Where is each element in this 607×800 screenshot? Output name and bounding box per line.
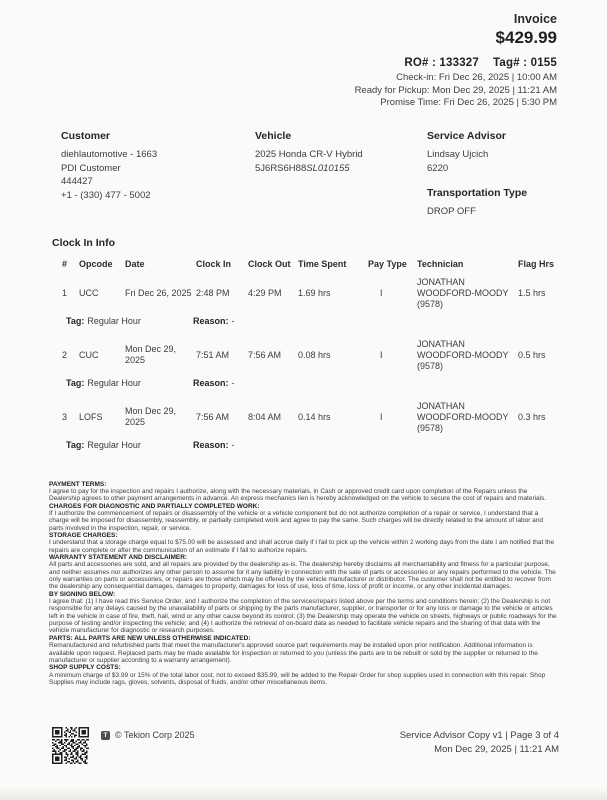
footer-left [52,727,195,764]
service-advisor-section [427,130,567,219]
terms-and-conditions [49,481,559,687]
row-time-spent: 0.08 hrs [298,349,331,360]
printed-timestamp: Mon Dec 29, 2025 | 11:21 AM [434,743,559,755]
terms-heading: SHOP SUPPLY COSTS: [49,664,121,672]
customer-phone: +1 - (330) 477 - 5002 [61,189,151,201]
row-clock-out: 8:04 AM [248,411,282,422]
col-header-pay-type: Pay Type [368,258,407,269]
row-reason: Reason: - [193,315,235,326]
page-footer [52,727,559,764]
vehicle-section [255,130,427,219]
row-time-spent: 0.14 hrs [298,411,331,422]
col-header-num: # [62,258,68,269]
row-date: Mon Dec 29, 2025 [125,406,177,428]
clock-in-info-title: Clock In Info [52,236,115,249]
ro-number: RO# : 133327 [404,57,479,69]
terms-body: All parts and accessories are sold, and all repairs are provided by the dealership as-is. The dealership hereby disclaims all merchantability and fitness for a particular purpose, and neither assumes nor authorizes any other person to assume for it any liability in connection with the sale of parts or accessories or any repairs performed to the vehicle. The only warranties on parts or accessories, or repairs are those which may be offered by the vehicle manufacturer or distributor. The customer shall not be entitled to recover from the dealership any consequential damages, damages to property, damages for loss of use, loss of time, loss of profit or income, or any other incidental damages. [49,561,556,591]
service-advisor-id: 6220 [427,162,449,174]
vehicle-model: 2025 Honda CR-V Hybrid [255,149,363,161]
customer-section [61,130,255,219]
row-technician: JONATHAN WOODFORD-MOODY (9578) [417,338,509,371]
customer-name: diehlautomotive - 1663 [61,149,158,161]
terms-heading: PARTS: ALL PARTS ARE NEW UNLESS OTHERWISE INDICATED: [49,634,251,642]
terms-heading: CHARGES FOR DIAGNOSTIC AND PARTIALLY COMPLETED WORK: [49,502,260,510]
tag-number: Tag# : 0155 [493,57,557,69]
terms-body: Remanufactured and refurbished parts that meet the manufacturer's approved source part requirements may be installed upon prior notification. Additional information is available upon request. Replaced parts may be made available for inspection or returned to you (unless the parts are to be rebuilt or sold by the supplier or returned to the manufacturer or supplier according to a warranty arrangement). [49,642,538,664]
ready-for-pickup-time: Ready for Pickup: Mon Dec 29, 2025 | 11:21 AM [354,84,557,96]
row-clock-out: 7:56 AM [248,349,282,360]
row-tag-reason [66,316,564,326]
terms-heading: STORAGE CHARGES: [49,532,118,540]
row-opcode: UCC [79,287,99,298]
invoice-total: $429.99 [495,28,557,47]
row-tag: Tag: Regular Hour [66,377,141,388]
terms-body: If I authorize the commencement of repairs or disassembly of the vehicle or a vehicle component but do not authorize completion of a repair or service, I understand that a charge will be imposed for disassembly, reassembly, or partially completed work and agree to pay the same. Such charges will be directly related to the amount of labor and parts involved in the inspection, repair, or service. [49,509,544,532]
invoice-header [0,12,607,110]
customer-number: 444427 [61,176,93,188]
terms-body: A minimum charge of $3.99 or 15% of the total labor cost, not to exceed $35.99, will be added to the Repair Order for shop supplies used in connection with this repair. Shop Supplies may include rags, gloves, solvents, disposal of fluids, and/or other miscellaneous items. [49,671,546,686]
row-num: 1 [62,287,68,298]
row-time-spent: 1.69 hrs [298,287,331,298]
invoice-meta [0,72,557,110]
col-header-time-spent: Time Spent [298,258,347,269]
row-reason: Reason: - [193,439,235,450]
row-flag-hrs: 1.5 hrs [518,287,546,298]
vin-prefix: 5J6RS6H88 [255,162,307,174]
col-header-flag-hrs: Flag Hrs [518,258,555,269]
terms-heading: PAYMENT TERMS: [49,480,107,488]
document-type-label: Invoice [513,12,557,26]
customer-type: PDI Customer [61,162,121,174]
row-technician: JONATHAN WOODFORD-MOODY (9578) [417,276,509,309]
parties-section [61,130,567,219]
row-clock-in: 2:48 PM [196,287,230,298]
row-clock-in: 7:56 AM [196,411,230,422]
row-tag-reason [66,378,564,388]
copyright-line [101,730,195,740]
row-tag: Tag: Regular Hour [66,439,141,450]
row-pay-type: I [380,287,383,298]
row-num: 3 [62,411,68,422]
clock-in-table [62,259,564,463]
row-opcode: CUC [79,349,99,360]
service-advisor-title: Service Advisor [427,130,506,143]
row-reason: Reason: - [193,377,235,388]
copyright-text: © Tekion Corp 2025 [115,730,195,740]
row-pay-type: I [380,411,383,422]
terms-body: I understand that a storage charge equal to $75.00 will be assessed and shall accrue daily if I fail to pick up the vehicle within 2 working days from the date I am notified that the repairs are complete or after the communication of an estimate if I fail to authorize repairs. [49,539,555,554]
col-header-clock-out: Clock Out [248,258,291,269]
row-flag-hrs: 0.3 hrs [518,411,546,422]
row-clock-out: 4:29 PM [248,287,282,298]
row-technician: JONATHAN WOODFORD-MOODY (9578) [417,400,509,433]
row-tag-reason [66,440,564,450]
promise-time: Promise Time: Fri Dec 26, 2025 | 5:30 PM [380,97,557,109]
col-header-date: Date [125,258,145,269]
row-date: Fri Dec 26, 2025 [125,287,192,298]
vehicle-vin [255,162,427,176]
terms-heading: BY SIGNING BELOW: [49,590,116,598]
checkin-time: Check-in: Fri Dec 26, 2025 | 10:00 AM [396,72,557,83]
terms-heading: WARRANTY STATEMENT AND DISCLAIMER: [49,554,188,562]
service-advisor-name: Lindsay Ujcich [427,149,489,161]
vehicle-title: Vehicle [255,130,292,143]
ro-tag-line [0,57,557,69]
copy-page-info: Service Advisor Copy v1 | Page 3 of 4 [399,730,559,741]
customer-title: Customer [61,130,111,143]
row-opcode: LOFS [79,411,103,422]
row-tag: Tag: Regular Hour [66,315,141,326]
col-header-clock-in: Clock In [196,258,232,269]
row-flag-hrs: 0.5 hrs [518,349,546,360]
qr-code [52,727,89,764]
row-num: 2 [62,349,68,360]
col-header-technician: Technician [417,258,464,269]
tekion-logo-icon: T [101,731,110,740]
terms-body: I agree to pay for the inspection and repairs I authorize, along with the necessary materials, in Cash or approved credit card upon completion of the Repairs unless the Dealership agrees to other payment arrangements in advance. An express mechanics lien is hereby acknowledged on the vehicle to secure the cost of repairs and materials. [49,487,547,503]
terms-body: I agree that: (1) I have read this Service Order, and I authorize the completion of the services/repairs listed above per the terms and conditions herein; (2) the Dealership is not responsible for any delays caused by the unavailability of parts or shipping by the parts manufacturer, supplier, or transporter or for any loss or damage to the vehicle or articles left in the vehicle in case of fire, theft, hail, wind or any other cause beyond its control; (3) the Dealership may operate the vehicle on streets, highways or public roadways for the purpose of testing and/or inspecting the vehicle; and (4) I authorize the retrieval of on-board data as needed to facilitate vehicle repairs and the sharing of that data with the vehicle manufacturer for diagnostic or research purposes. [49,598,557,635]
vin-serial: SL010155 [306,162,350,174]
row-pay-type: I [380,349,383,360]
transportation-title: Transportation Type [427,187,528,200]
transportation-value: DROP OFF [427,206,476,218]
transportation-section [427,187,567,219]
row-date: Mon Dec 29, 2025 [125,344,177,366]
col-header-opcode: Opcode [79,258,113,269]
row-clock-in: 7:51 AM [196,349,230,360]
footer-right [400,729,559,756]
